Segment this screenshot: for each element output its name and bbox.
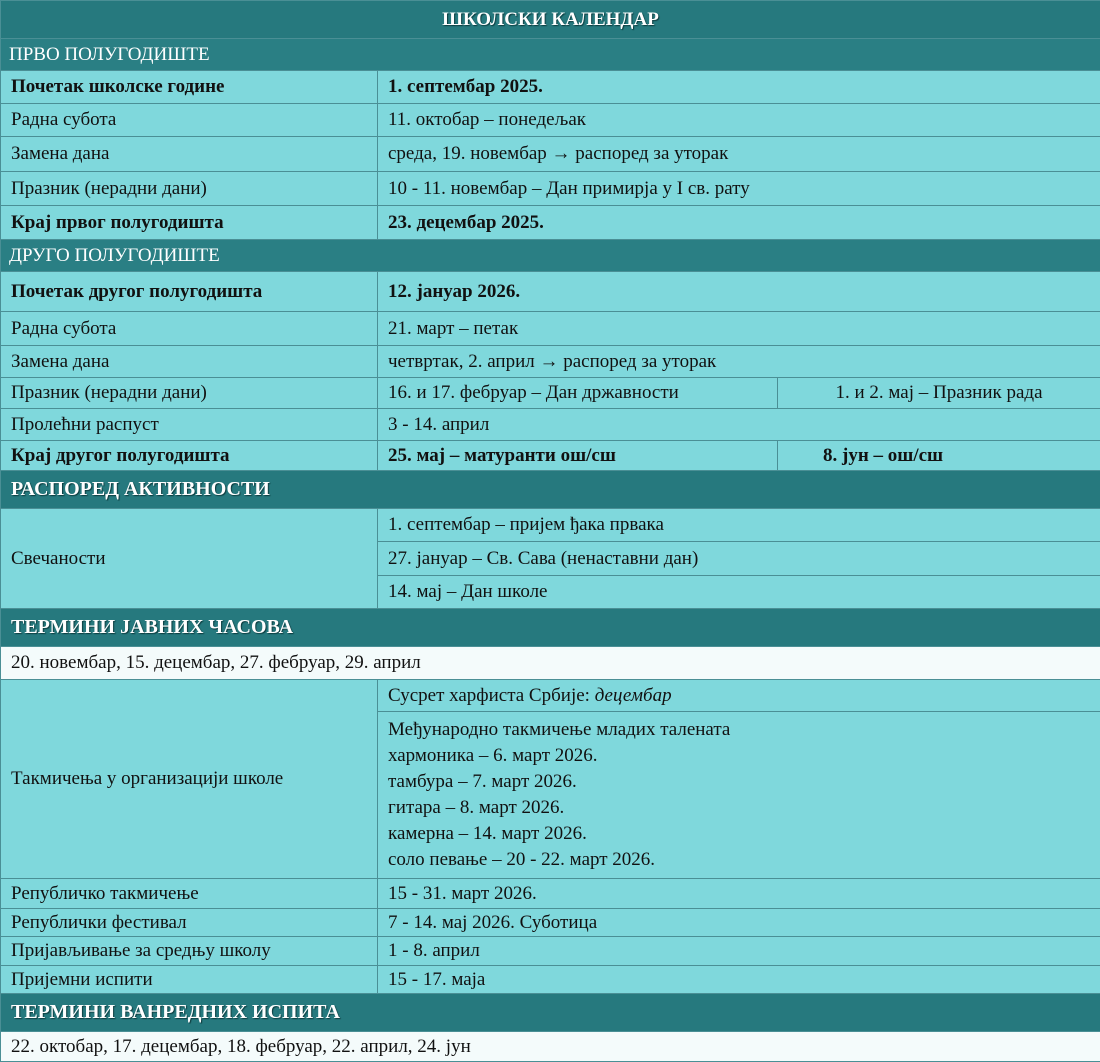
row-label: Крај првог полугодишта xyxy=(1,206,378,240)
row-value: 1 - 8. април xyxy=(378,937,1100,966)
row-value: среда, 19. новембар → распоред за уторак xyxy=(378,137,1100,172)
row-value: 10 - 11. новембар – Дан примирја у I св. рату xyxy=(378,172,1100,206)
row-value: 1. септембар 2025. xyxy=(378,71,1100,104)
row-label: Свечаности xyxy=(1,509,378,609)
harp-meeting-when: децембар xyxy=(595,685,672,706)
harp-meeting-label: Сусрет харфиста Србије: xyxy=(388,685,590,706)
section-extraordinary-exams: ТЕРМИНИ ВАНРЕДНИХ ИСПИТА xyxy=(1,994,1100,1032)
competition-line: соло певање – 20 - 22. март 2026. xyxy=(388,847,1090,873)
section-public-classes: ТЕРМИНИ ЈАВНИХ ЧАСОВА xyxy=(1,609,1100,647)
row-label: Републичко такмичење xyxy=(1,879,378,909)
row-label: Празник (нерадни дани) xyxy=(1,172,378,206)
row-label: Такмичења у организацији школе xyxy=(1,680,378,879)
row-label: Републички фестивал xyxy=(1,909,378,937)
competition-line: Међународно такмичење младих талената xyxy=(388,717,1090,743)
row-value: 11. октобар – понедељак xyxy=(378,104,1100,137)
row-label: Почетак школске године xyxy=(1,71,378,104)
row-value: 23. децембар 2025. xyxy=(378,206,1100,240)
section-activities: РАСПОРЕД АКТИВНОСТИ xyxy=(1,471,1100,509)
competition-line: гитара – 8. март 2026. xyxy=(388,795,1090,821)
row-value: 3 - 14. април xyxy=(378,409,1100,441)
row-value: 21. март – петак xyxy=(378,312,1100,346)
row-label: Пролећни распуст xyxy=(1,409,378,441)
international-competition xyxy=(378,712,1100,879)
row-value: четвртак, 2. април → распоред за уторак xyxy=(378,346,1100,378)
activity-item: 14. мај – Дан школе xyxy=(378,576,1100,609)
section-first-semester: ПРВО ПОЛУГОДИШТЕ xyxy=(1,39,1100,71)
row-label: Радна субота xyxy=(1,104,378,137)
row-value: 16. и 17. фебруар – Дан државности xyxy=(378,378,778,409)
public-classes-dates: 20. новембар, 15. децембар, 27. фебруар, 29. април xyxy=(1,647,1100,680)
section-second-semester: ДРУГО ПОЛУГОДИШТЕ xyxy=(1,240,1100,272)
row-value-secondary: 8. јун – ош/сш xyxy=(778,441,1100,471)
row-label: Празник (нерадни дани) xyxy=(1,378,378,409)
row-value: 15 - 17. маја xyxy=(378,966,1100,994)
page-title: ШКОЛСКИ КАЛЕНДАР xyxy=(1,1,1100,39)
activity-item: 1. септембар – пријем ђака првака xyxy=(378,509,1100,542)
row-value: 25. мај – матуранти ош/сш xyxy=(378,441,778,471)
row-label: Почетак другог полугодишта xyxy=(1,272,378,312)
row-value: 15 - 31. март 2026. xyxy=(378,879,1100,909)
competition-line: камерна – 14. март 2026. xyxy=(388,821,1090,847)
row-label: Замена дана xyxy=(1,346,378,378)
harp-meeting xyxy=(378,680,1100,712)
activity-item: 27. јануар – Св. Сава (ненаставни дан) xyxy=(378,542,1100,576)
exam-dates: 22. октобар, 17. децембар, 18. фебруар, 22. април, 24. јун xyxy=(1,1032,1100,1062)
competition-line: хармоника – 6. март 2026. xyxy=(388,743,1090,769)
row-label: Замена дана xyxy=(1,137,378,172)
competition-line: тамбура – 7. март 2026. xyxy=(388,769,1090,795)
row-value: 7 - 14. мај 2026. Суботица xyxy=(378,909,1100,937)
row-label: Пријављивање за средњу школу xyxy=(1,937,378,966)
row-value-secondary: 1. и 2. мај – Празник рада xyxy=(778,378,1100,409)
row-label: Радна субота xyxy=(1,312,378,346)
row-label: Крај другог полугодишта xyxy=(1,441,378,471)
row-label: Пријемни испити xyxy=(1,966,378,994)
row-value: 12. јануар 2026. xyxy=(378,272,1100,312)
